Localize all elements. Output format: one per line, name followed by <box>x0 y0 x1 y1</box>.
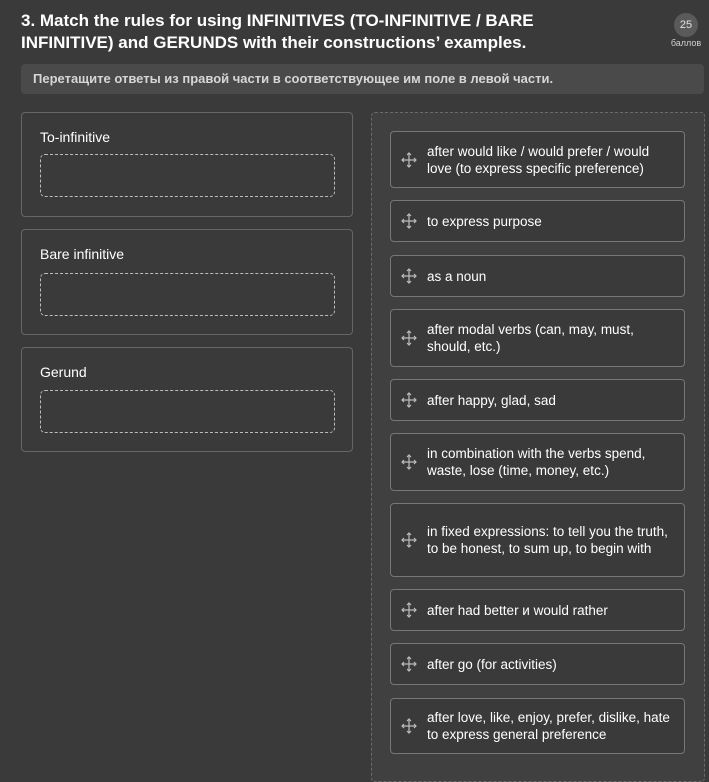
move-arrows-icon[interactable] <box>391 330 427 346</box>
drop-zone-gerund[interactable] <box>40 390 335 433</box>
answer-item[interactable] <box>390 379 685 421</box>
target-label: To-infinitive <box>40 129 111 145</box>
target-label: Bare infinitive <box>40 246 125 262</box>
answer-item[interactable] <box>390 131 685 188</box>
target-label: Gerund <box>40 364 87 380</box>
answer-text: after would like / would prefer / would love (to express specific preference) <box>427 143 650 176</box>
target-to-infinitive <box>21 112 353 217</box>
move-arrows-icon[interactable] <box>391 268 427 284</box>
move-arrows-icon[interactable] <box>391 718 427 734</box>
answer-text: after modal verbs (can, may, must, should, etc.) <box>427 322 634 354</box>
points-label: баллов <box>670 38 702 48</box>
drop-zone-bare-infinitive[interactable] <box>40 273 335 316</box>
move-arrows-icon[interactable] <box>391 392 427 408</box>
answer-item[interactable] <box>390 589 685 631</box>
move-arrows-icon[interactable] <box>391 656 427 672</box>
answer-text: in fixed expressions: to tell you the truth, to be honest, to sum up, to begin with <box>427 524 668 556</box>
move-arrows-icon[interactable] <box>391 602 427 618</box>
drop-zone-to-infinitive[interactable] <box>40 154 335 197</box>
move-arrows-icon[interactable] <box>391 454 427 470</box>
points-badge <box>668 13 704 48</box>
answer-text: in combination with the verbs spend, waste, lose (time, money, etc.) <box>427 446 646 478</box>
answer-text: as a noun <box>427 268 487 284</box>
answer-item[interactable] <box>390 643 685 685</box>
question-title: 3. Match the rules for using INFINITIVES (TO-INFINITIVE / BARE INFINITIVE) and GERUNDS with their constructions’ examples. <box>21 11 534 52</box>
answer-text: after go (for activities) <box>427 656 557 672</box>
target-gerund <box>21 347 353 452</box>
answer-text: to express purpose <box>427 213 542 229</box>
answer-item[interactable] <box>390 503 685 577</box>
answer-item[interactable] <box>390 433 685 491</box>
answer-item[interactable] <box>390 698 685 754</box>
answer-text: after had better и would rather <box>427 602 608 618</box>
target-bare-infinitive <box>21 229 353 335</box>
instruction-banner: Перетащите ответы из правой части в соответствующее им поле в левой части. <box>21 64 704 94</box>
question-header <box>21 10 621 54</box>
answer-text: after love, like, enjoy, prefer, dislike, hate to express general preference <box>427 710 670 742</box>
answer-item[interactable] <box>390 309 685 367</box>
move-arrows-icon[interactable] <box>391 532 427 548</box>
answer-text: after happy, glad, sad <box>427 392 556 408</box>
points-value: 25 <box>674 13 698 37</box>
move-arrows-icon[interactable] <box>391 213 427 229</box>
move-arrows-icon[interactable] <box>391 152 427 168</box>
answer-item[interactable] <box>390 255 685 297</box>
answer-item[interactable] <box>390 200 685 242</box>
